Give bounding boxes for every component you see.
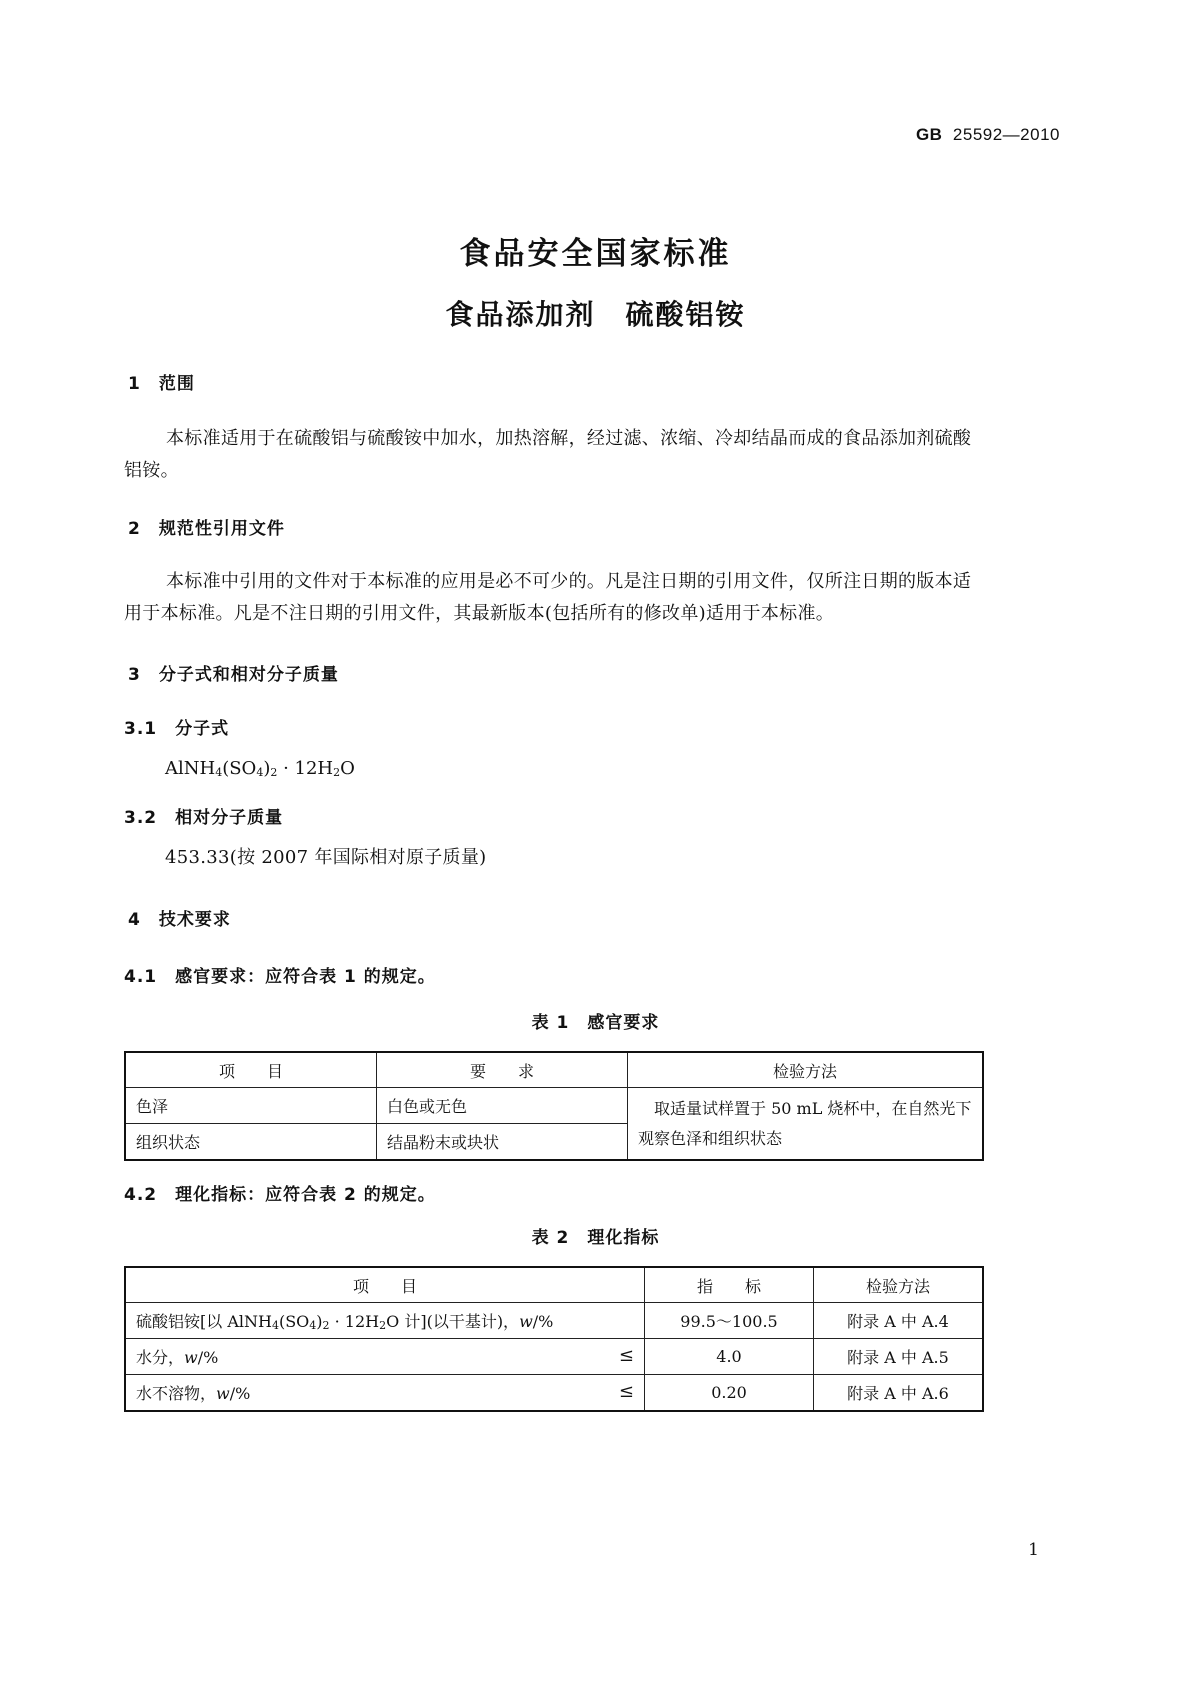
document-subtitle: 食品添加剂 硫酸铝铵 bbox=[445, 298, 746, 331]
molecular-formula: $AlNH_4(SO_4)_2 \cdot 12H_2O$ bbox=[165, 758, 355, 779]
less-equal-symbol: ≤ bbox=[618, 1381, 634, 1402]
table-row bbox=[125, 1303, 983, 1339]
table-2-cell-method: 附录 A 中 A.6 bbox=[814, 1375, 984, 1412]
table-2-cell-value: 0.20 bbox=[645, 1375, 814, 1412]
table-2-cell-value: 99.5～100.5 bbox=[645, 1303, 814, 1339]
less-equal-symbol: ≤ bbox=[618, 1345, 634, 1366]
document-title: 食品安全国家标准 bbox=[459, 236, 732, 272]
section-4-1-heading: 4.1 感官要求：应符合表 1 的规定。 bbox=[124, 967, 436, 987]
table-1-header-requirement: 要 求 bbox=[377, 1052, 628, 1088]
section-2-body: 本标准中引用的文件对于本标准的应用是必不可少的。凡是注日期的引用文件，仅所注日期的版本适用于本标准。凡是不注日期的引用文件，其最新版本(包括所有的修改单)适用于本标准。 bbox=[124, 571, 972, 624]
table-2-header-item: 项 目 bbox=[125, 1267, 645, 1303]
table-1-cell-requirement: 白色或无色 bbox=[377, 1088, 628, 1124]
table-row bbox=[125, 1375, 983, 1412]
table-2-cell-method: 附录 A 中 A.4 bbox=[814, 1303, 984, 1339]
table-1-caption: 表 1 感官要求 bbox=[531, 1013, 660, 1033]
table-2-header-method: 检验方法 bbox=[814, 1267, 984, 1303]
table-2-header-index: 指 标 bbox=[645, 1267, 814, 1303]
table-row bbox=[125, 1339, 983, 1375]
table-row bbox=[125, 1088, 983, 1124]
section-3-heading: 3 分子式和相对分子质量 bbox=[128, 665, 339, 685]
table-2-cell-method: 附录 A 中 A.5 bbox=[814, 1339, 984, 1375]
table-2-cell-item: 水不溶物，w/% ≤ bbox=[125, 1375, 645, 1412]
section-1-body: 本标准适用于在硫酸铝与硫酸铵中加水，加热溶解，经过滤、浓缩、冷却结晶而成的食品添加剂硫酸铝铵。 bbox=[124, 428, 972, 481]
table-2-cell-value: 4.0 bbox=[645, 1339, 814, 1375]
table-1-cell-item: 色泽 bbox=[125, 1088, 377, 1124]
table-2-cell-item: 水分，w/% ≤ bbox=[125, 1339, 645, 1375]
table-1-cell-item: 组织状态 bbox=[125, 1124, 377, 1161]
table-1-header-method: 检验方法 bbox=[628, 1052, 984, 1088]
table-2-caption: 表 2 理化指标 bbox=[531, 1228, 660, 1248]
molecular-mass: 453.33(按 2007 年国际相对原子质量) bbox=[165, 847, 487, 868]
standard-code: GB 25592—2010 bbox=[915, 125, 1060, 144]
table-1-header-item: 项 目 bbox=[125, 1052, 377, 1088]
table-2-cell-item: 硫酸铝铵[以 $AlNH_4(SO_4)_2 \cdot 12H_2O$ 计](以干基计)，w/% bbox=[125, 1303, 645, 1339]
table-2 bbox=[124, 1266, 984, 1412]
table-1 bbox=[124, 1051, 984, 1161]
section-4-heading: 4 技术要求 bbox=[128, 910, 231, 930]
section-4-2-heading: 4.2 理化指标：应符合表 2 的规定。 bbox=[124, 1185, 436, 1205]
table-1-cell-requirement: 结晶粉末或块状 bbox=[377, 1124, 628, 1161]
page-number: 1 bbox=[1028, 1540, 1039, 1560]
section-3-2-heading: 3.2 相对分子质量 bbox=[124, 808, 284, 828]
table-1-cell-method: 取适量试样置于 50 mL 烧杯中，在自然光下观察色泽和组织状态 bbox=[628, 1088, 984, 1161]
section-3-1-heading: 3.1 分子式 bbox=[124, 719, 230, 739]
section-1-heading: 1 范围 bbox=[128, 374, 195, 394]
section-2-heading: 2 规范性引用文件 bbox=[128, 519, 285, 539]
